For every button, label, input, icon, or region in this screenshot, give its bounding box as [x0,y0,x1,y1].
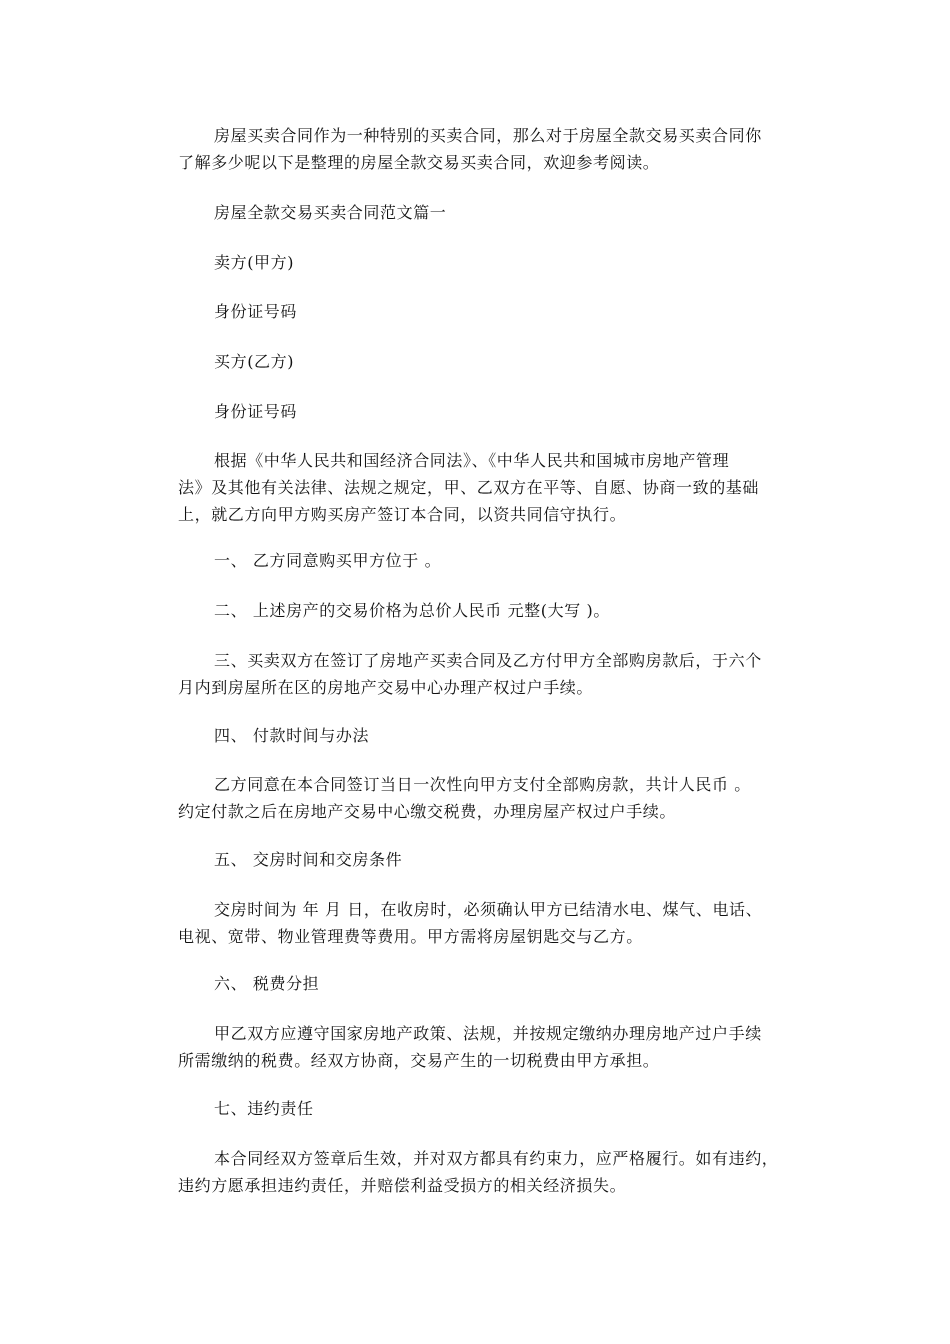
text-line: 房屋买卖合同作为一种特别的买卖合同，那么对于房屋全款交易买卖合同你 [214,126,762,145]
text-line: 甲乙双方应遵守国家房地产政策、法规，并按规定缴纳办理房地产过户手续 [214,1024,762,1043]
text-line: 约定付款之后在房地产交易中心缴交税费，办理房屋产权过户手续。 [178,802,677,821]
intro-paragraph [178,122,782,176]
clause-7-body [178,1145,782,1199]
text-line: 一、 乙方同意购买甲方位于 。 [214,551,442,570]
text-line: 违约方愿承担违约责任，并赔偿利益受损方的相关经济损失。 [178,1176,627,1195]
text-line: 交房时间为 年 月 日，在收房时，必须确认甲方已结清水电、煤气、电话、 [214,900,763,919]
text-line: 六、 税费分担 [214,974,320,993]
preamble-paragraph [178,447,782,528]
text-line: 根据《中华人民共和国经济合同法》、《中华人民共和国城市房地产管理 [214,451,730,470]
clause-5-body [178,896,782,950]
text-line: 法》及其他有关法律、法规之规定，甲、乙双方在平等、自愿、协商一致的基础 [178,478,760,497]
text-line: 乙方同意在本合同签订当日一次性向甲方支付全部购房款，共计人民币 。 [214,775,751,794]
clause-2 [178,597,782,624]
text-line: 卖方(甲方) [214,253,295,272]
clause-4-heading [178,722,782,749]
contract-title [178,199,782,226]
buyer-id-line [178,398,782,425]
clause-5-heading [178,846,782,873]
clause-6-body [178,1020,782,1074]
text-line: 所需缴纳的税费。经双方协商，交易产生的一切税费由甲方承担。 [178,1051,660,1070]
buyer-line [178,348,782,375]
text-line: 上，就乙方向甲方购买房产签订本合同，以资共同信守执行。 [178,505,627,524]
text-line: 三、买卖双方在签订了房地产买卖合同及乙方付甲方全部购房款后，于六个 [214,651,762,670]
text-line: 七、违约责任 [214,1099,314,1118]
text-line: 二、 上述房产的交易价格为总价人民币 元整(大写 )。 [214,601,610,620]
text-line: 四、 付款时间与办法 [214,726,370,745]
seller-id-line [178,298,782,325]
clause-6-heading [178,970,782,997]
text-line: 身份证号码 [214,302,298,321]
text-line: 五、 交房时间和交房条件 [214,850,403,869]
clause-7-heading [178,1095,782,1122]
text-line: 电视、宽带、物业管理费等费用。甲方需将房屋钥匙交与乙方。 [178,927,643,946]
clause-1 [178,547,782,574]
text-line: 买方(乙方) [214,352,295,371]
clause-4-body [178,771,782,825]
seller-line [178,249,782,276]
text-line: 房屋全款交易买卖合同范文篇一 [214,203,447,222]
text-line: 本合同经双方签章后生效，并对双方都具有约束力，应严格履行。如有违约， [214,1149,779,1168]
clause-3 [178,647,782,701]
text-line: 身份证号码 [214,402,298,421]
text-line: 了解多少呢以下是整理的房屋全款交易买卖合同，欢迎参考阅读。 [178,153,660,172]
text-line: 月内到房屋所在区的房地产交易中心办理产权过户手续。 [178,678,594,697]
